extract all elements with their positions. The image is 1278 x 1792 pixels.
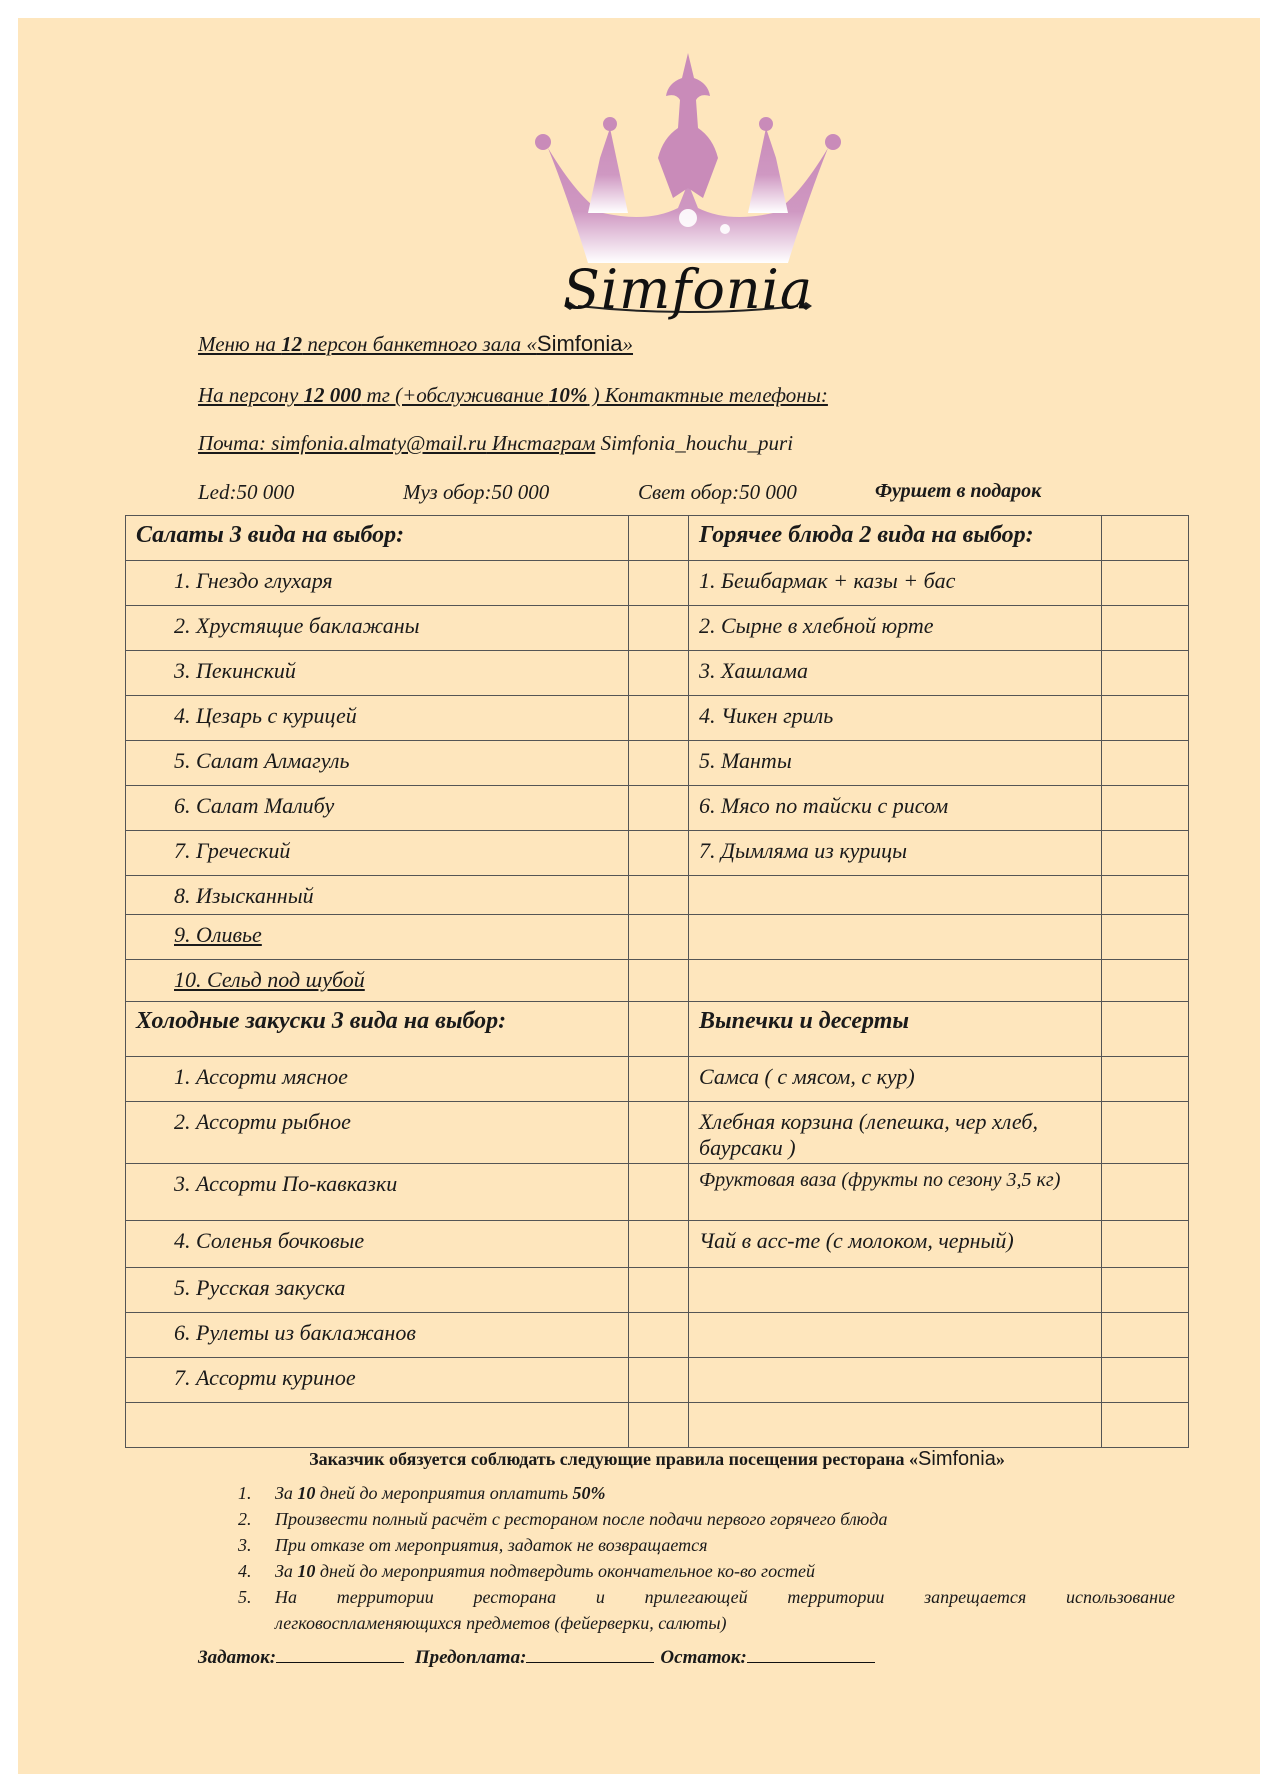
list-item: 1. Гнездо глухаря [126, 561, 629, 606]
rule-text: дней до мероприятия оплатить [315, 1483, 573, 1503]
prepay-label: Предоплата: [414, 1647, 527, 1668]
list-item: 4. Соленья бочковые [126, 1221, 629, 1268]
table-row [126, 1221, 1189, 1268]
list-item: 6. Рулеты из баклажанов [126, 1313, 629, 1358]
list-item: 4. Цезарь с курицей [126, 696, 629, 741]
deposit-blank [276, 1646, 404, 1663]
deposit-label: Задаток: [198, 1647, 277, 1668]
rest-blank [747, 1646, 875, 1663]
list-item: 8. Изысканный [126, 876, 629, 915]
list-item: 1. Бешбармак + казы + бас [689, 561, 1102, 606]
header-2-middle: тг (+обслуживание [361, 383, 549, 407]
rules-title-suffix: » [995, 1449, 1005, 1469]
extra-costs [198, 480, 1078, 510]
music-cost: Муз обор:50 000 [403, 480, 550, 504]
header-2-suffix: ) Контактные телефоны: [587, 383, 828, 407]
rules-list [233, 1480, 1175, 1636]
table-row [126, 915, 1189, 960]
list-item: 5. Салат Алмагуль [126, 741, 629, 786]
rule-percent: 50% [572, 1483, 606, 1503]
header-line-3 [198, 431, 793, 456]
prepay-blank [526, 1646, 654, 1663]
rule-text: дней до мероприятия подтвердить окончательное ко-во гостей [315, 1561, 816, 1581]
email-contact: Почта: simfonia.almaty@mail.ru [198, 431, 487, 455]
rule-text: За [275, 1483, 298, 1503]
rule-days: 10 [297, 1561, 316, 1581]
rules-title-brand: Simfonia [918, 1448, 996, 1470]
list-item: 3. Ассорти По-кавказки [126, 1164, 629, 1221]
table-row [126, 831, 1189, 876]
list-item: Самса ( с мясом, с кур) [689, 1057, 1102, 1102]
list-item: 3. Хашлама [689, 651, 1102, 696]
table-row [126, 696, 1189, 741]
rule-text: Произвести полный расчёт с рестораном после подачи первого горячего блюда [275, 1509, 888, 1529]
menu-table [125, 515, 1189, 1448]
rule-item [233, 1480, 1175, 1506]
rule-item [233, 1584, 1175, 1636]
table-row [126, 786, 1189, 831]
list-item: 4. Чикен гриль [689, 696, 1102, 741]
simfonia-logo [528, 48, 848, 338]
rule-item [233, 1558, 1175, 1584]
rules-title-prefix: Заказчик обязуется соблюдать следующие правила посещения ресторана « [309, 1449, 919, 1469]
service-percent: 10% [548, 383, 588, 407]
header-line-2 [198, 383, 828, 408]
cold-title: Холодные закуски 3 вида на выбор: [126, 1002, 629, 1057]
logo-text: Simfonia [562, 258, 814, 321]
rule-item [233, 1532, 1175, 1558]
list-item: 7. Дымляма из курицы [689, 831, 1102, 876]
header-brand: Simfonia [536, 331, 623, 356]
table-row [126, 606, 1189, 651]
list-item: 1. Ассорти мясное [126, 1057, 629, 1102]
table-row [126, 1102, 1189, 1164]
instagram-handle: Simfonia_houchu_puri [595, 431, 794, 455]
buffet-gift: Фуршет в подарок [875, 480, 1042, 502]
list-item: 6. Салат Малибу [126, 786, 629, 831]
led-cost: Led:50 000 [198, 480, 295, 504]
table-row [126, 741, 1189, 786]
rule-days: 10 [297, 1483, 316, 1503]
table-row [126, 1313, 1189, 1358]
persons-count: 12 [281, 332, 303, 356]
list-item: Чай в асс-те (с молоком, черный) [689, 1221, 1102, 1268]
rule-number: 2. [238, 1509, 252, 1529]
rules-title [18, 1448, 1278, 1471]
list-item: 5. Манты [689, 741, 1102, 786]
header-2-prefix: На персону [198, 383, 304, 407]
instagram-label: Инстаграм [486, 431, 596, 455]
table-row [126, 516, 1189, 561]
table-row [126, 1358, 1189, 1403]
table-row [126, 561, 1189, 606]
list-item: 6. Мясо по тайски с рисом [689, 786, 1102, 831]
rule-text-continued: легковоспламеняющихся предметов (фейерверки, салюты) [275, 1613, 727, 1633]
list-item: 7. Ассорти куриное [126, 1358, 629, 1403]
table-row [126, 1268, 1189, 1313]
table-row [126, 876, 1189, 915]
rule-number: 4. [238, 1561, 252, 1581]
table-row [126, 651, 1189, 696]
table-row [126, 1002, 1189, 1057]
table-row [126, 1057, 1189, 1102]
menu-page [18, 18, 1260, 1774]
light-cost: Свет обор:50 000 [638, 480, 797, 504]
payment-line [198, 1646, 881, 1669]
table-row [126, 1164, 1189, 1221]
list-item: Хлебная корзина (лепешка, чер хлеб, баурсаки ) [689, 1102, 1102, 1164]
table-row [126, 1403, 1189, 1448]
header-1-prefix: Меню на [198, 332, 282, 356]
hot-title: Горячее блюда 2 вида на выбор: [689, 516, 1102, 561]
table-row [126, 960, 1189, 1002]
rest-label: Остаток: [660, 1647, 747, 1668]
rule-number: 1. [238, 1483, 252, 1503]
list-item: 5. Русская закуска [126, 1268, 629, 1313]
rule-text: За [275, 1561, 298, 1581]
rule-number: 5. [238, 1587, 252, 1607]
rule-item [233, 1506, 1175, 1532]
header-line-1 [198, 331, 633, 357]
list-item: Фруктовая ваза (фрукты по сезону 3,5 кг) [689, 1164, 1102, 1221]
list-item: 3. Пекинский [126, 651, 629, 696]
list-item: 2. Ассорти рыбное [126, 1102, 629, 1164]
price-per-person: 12 000 [303, 383, 362, 407]
list-item: 2. Хрустящие баклажаны [126, 606, 629, 651]
rule-text: При отказе от мероприятия, задаток не возвращается [275, 1535, 708, 1555]
dessert-title: Выпечки и десерты [689, 1002, 1102, 1057]
list-item: 7. Греческий [126, 831, 629, 876]
rule-text: На территории ресторана и прилегающей территории запрещается использование [275, 1587, 1175, 1607]
list-item: 2. Сырне в хлебной юрте [689, 606, 1102, 651]
rule-number: 3. [238, 1535, 252, 1555]
header-1-suffix: » [622, 332, 634, 356]
list-item: 9. Оливье [126, 915, 629, 960]
header-1-middle: персон банкетного зала « [302, 332, 537, 356]
salads-title: Салаты 3 вида на выбор: [126, 516, 629, 561]
list-item: 10. Сельд под шубой [126, 960, 629, 1002]
